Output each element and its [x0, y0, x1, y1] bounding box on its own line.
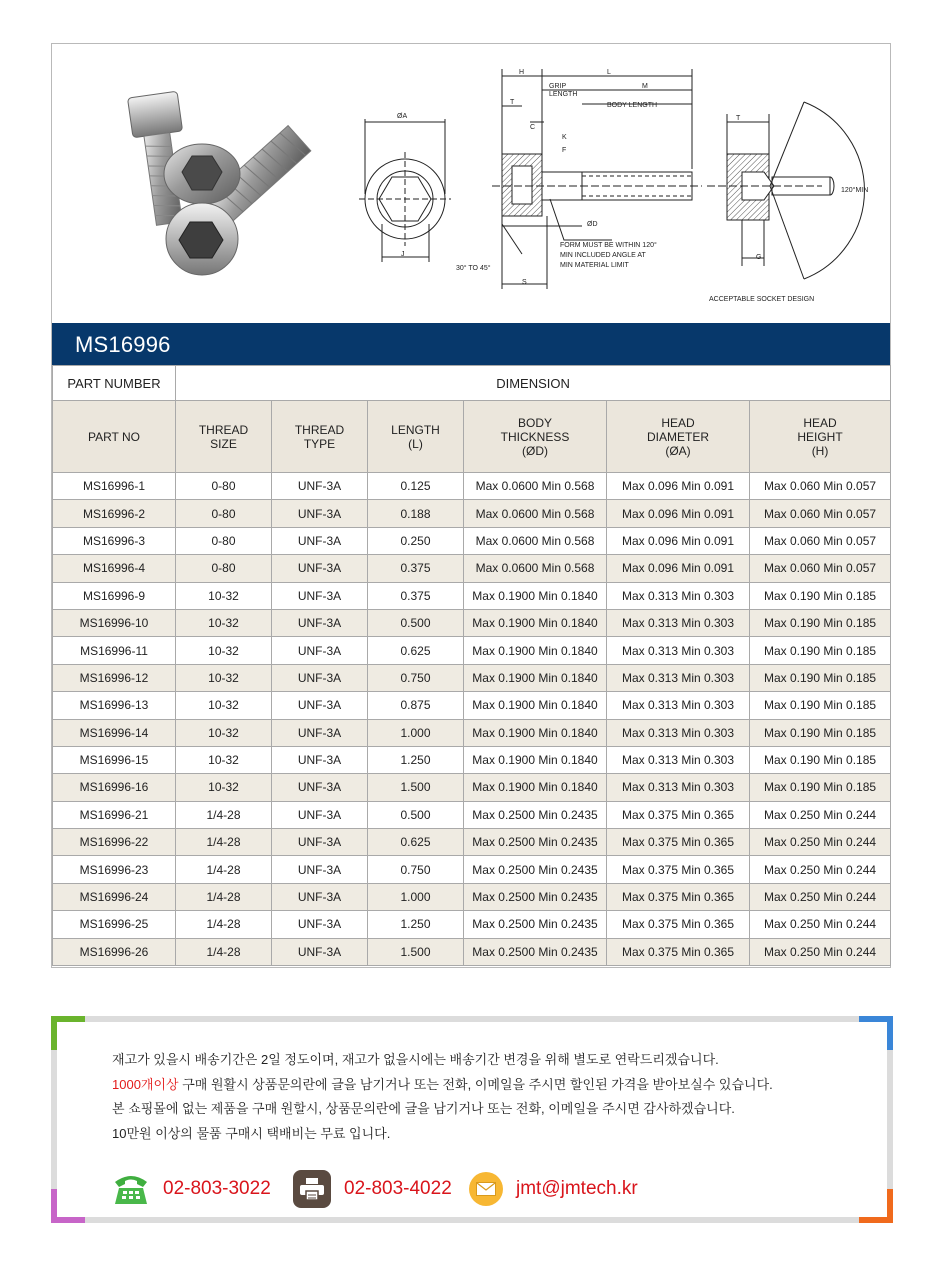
- contact-email[interactable]: [469, 1170, 638, 1208]
- table-cell: 1.000: [368, 719, 464, 746]
- column-header-line: PART NO: [87, 429, 140, 444]
- table-cell: 0-80: [176, 500, 272, 527]
- table-cell: Max 0.313 Min 0.303: [607, 637, 750, 664]
- socket-caption: ACCEPTABLE SOCKET DESIGN: [709, 296, 815, 303]
- column-header-line: (ØD): [522, 443, 548, 458]
- spec-table: [52, 365, 891, 966]
- table-cell: Max 0.375 Min 0.365: [607, 856, 750, 883]
- table-cell: Max 0.1900 Min 0.1840: [464, 582, 607, 609]
- table-cell: Max 0.250 Min 0.244: [750, 911, 891, 938]
- table-cell: Max 0.060 Min 0.057: [750, 527, 891, 554]
- table-cell: UNF-3A: [272, 555, 368, 582]
- table-cell: UNF-3A: [272, 527, 368, 554]
- table-cell: Max 0.190 Min 0.185: [750, 692, 891, 719]
- table-cell: Max 0.190 Min 0.185: [750, 719, 891, 746]
- label-length: LENGTH: [549, 91, 578, 98]
- table-cell: Max 0.1900 Min 0.1840: [464, 692, 607, 719]
- table-cell: 0.625: [368, 637, 464, 664]
- column-header: [464, 401, 607, 473]
- email-address[interactable]: jmt@jmtech.kr: [516, 1178, 638, 1199]
- label-h: H: [519, 69, 525, 76]
- table-cell: Max 0.2500 Min 0.2435: [464, 856, 607, 883]
- table-cell: UNF-3A: [272, 500, 368, 527]
- table-row: [53, 774, 891, 801]
- column-header: [607, 401, 750, 473]
- table-cell: 1.500: [368, 938, 464, 965]
- table-cell: 0-80: [176, 527, 272, 554]
- column-header-line: (ØA): [665, 443, 691, 458]
- label-g: G: [756, 254, 762, 261]
- table-cell: Max 0.1900 Min 0.1840: [464, 609, 607, 636]
- table-cell: Max 0.313 Min 0.303: [607, 664, 750, 691]
- table-cell: UNF-3A: [272, 938, 368, 965]
- table-cell: Max 0.060 Min 0.057: [750, 500, 891, 527]
- part-number-cell: MS16996-16: [53, 774, 176, 801]
- table-row: [53, 692, 891, 719]
- table-cell: UNF-3A: [272, 719, 368, 746]
- part-number-cell: MS16996-24: [53, 883, 176, 910]
- contact-fax[interactable]: [293, 1170, 452, 1208]
- column-header-line: THREAD: [294, 422, 345, 437]
- table-cell: 1/4-28: [176, 856, 272, 883]
- column-header-line: THICKNESS: [500, 429, 570, 444]
- table-cell: Max 0.096 Min 0.091: [607, 473, 750, 500]
- dimension-header: DIMENSION: [176, 366, 891, 401]
- column-header-line: HEAD: [661, 415, 695, 430]
- notice-box: [51, 1016, 893, 1223]
- part-number-cell: MS16996-4: [53, 555, 176, 582]
- table-cell: UNF-3A: [272, 829, 368, 856]
- table-row: [53, 829, 891, 856]
- table-cell: 0.375: [368, 582, 464, 609]
- column-header: [176, 401, 272, 473]
- label-c: C: [530, 124, 536, 131]
- notice-highlight: 1000개이상: [112, 1076, 179, 1092]
- column-header-line: THREAD: [198, 422, 249, 437]
- table-cell: Max 0.250 Min 0.244: [750, 829, 891, 856]
- table-body: [53, 473, 891, 966]
- technical-drawing: [52, 44, 890, 323]
- table-cell: Max 0.2500 Min 0.2435: [464, 938, 607, 965]
- table-cell: 10-32: [176, 637, 272, 664]
- table-cell: Max 0.0600 Min 0.568: [464, 473, 607, 500]
- table-cell: Max 0.375 Min 0.365: [607, 829, 750, 856]
- table-cell: Max 0.250 Min 0.244: [750, 856, 891, 883]
- table-cell: UNF-3A: [272, 911, 368, 938]
- table-cell: UNF-3A: [272, 582, 368, 609]
- table-cell: 1.250: [368, 911, 464, 938]
- head-front-view: [359, 119, 451, 262]
- page-title: MS16996: [75, 332, 171, 357]
- table-cell: Max 0.190 Min 0.185: [750, 609, 891, 636]
- part-number-cell: MS16996-26: [53, 938, 176, 965]
- table-cell: 0.250: [368, 527, 464, 554]
- column-header-line: DIAMETER: [646, 429, 709, 444]
- table-cell: 0-80: [176, 473, 272, 500]
- column-header: [368, 401, 464, 473]
- table-cell: Max 0.096 Min 0.091: [607, 500, 750, 527]
- column-header-line: TYPE: [303, 436, 336, 451]
- column-header: [750, 401, 891, 473]
- column-header-row: [53, 401, 891, 473]
- table-cell: Max 0.096 Min 0.091: [607, 555, 750, 582]
- table-cell: Max 0.313 Min 0.303: [607, 774, 750, 801]
- product-spec-panel: [51, 43, 891, 968]
- table-cell: 1.000: [368, 883, 464, 910]
- label-m: M: [642, 83, 648, 90]
- table-cell: Max 0.0600 Min 0.568: [464, 555, 607, 582]
- table-cell: Max 0.1900 Min 0.1840: [464, 637, 607, 664]
- label-s: S: [522, 279, 527, 286]
- table-cell: 10-32: [176, 746, 272, 773]
- corner-accent-orange-v: [887, 1189, 893, 1223]
- fax-number[interactable]: 02-803-4022: [344, 1178, 452, 1199]
- table-cell: UNF-3A: [272, 856, 368, 883]
- table-cell: Max 0.375 Min 0.365: [607, 801, 750, 828]
- table-cell: 1/4-28: [176, 938, 272, 965]
- part-number-cell: MS16996-13: [53, 692, 176, 719]
- table-cell: 0.875: [368, 692, 464, 719]
- part-number-cell: MS16996-14: [53, 719, 176, 746]
- table-cell: 0.125: [368, 473, 464, 500]
- notice-line-2-rest: 구매 원활시 상품문의란에 글을 남기거나 또는 전화, 이메일을 주시면 할인된 가격을 받아보실수 있습니다.: [178, 1076, 773, 1092]
- table-cell: Max 0.375 Min 0.365: [607, 883, 750, 910]
- column-header-line: LENGTH: [391, 422, 440, 437]
- table-cell: 0.500: [368, 801, 464, 828]
- table-cell: UNF-3A: [272, 883, 368, 910]
- table-cell: 1/4-28: [176, 883, 272, 910]
- label-l: L: [607, 69, 611, 76]
- part-number-cell: MS16996-11: [53, 637, 176, 664]
- table-row: [53, 527, 891, 554]
- part-number-cell: MS16996-1: [53, 473, 176, 500]
- part-number-cell: MS16996-23: [53, 856, 176, 883]
- contact-phone[interactable]: [112, 1170, 271, 1208]
- table-cell: Max 0.313 Min 0.303: [607, 719, 750, 746]
- table-cell: Max 0.250 Min 0.244: [750, 883, 891, 910]
- table-row: [53, 746, 891, 773]
- column-header-line: HEAD: [803, 415, 837, 430]
- table-cell: 1/4-28: [176, 829, 272, 856]
- table-cell: 0.500: [368, 609, 464, 636]
- table-cell: Max 0.190 Min 0.185: [750, 746, 891, 773]
- part-number-cell: MS16996-25: [53, 911, 176, 938]
- table-cell: Max 0.096 Min 0.091: [607, 527, 750, 554]
- notice-text: [112, 1048, 773, 1146]
- column-header-line: BODY: [517, 415, 552, 430]
- table-cell: 10-32: [176, 582, 272, 609]
- table-cell: UNF-3A: [272, 664, 368, 691]
- table-cell: Max 0.0600 Min 0.568: [464, 500, 607, 527]
- table-cell: 10-32: [176, 774, 272, 801]
- table-cell: Max 0.2500 Min 0.2435: [464, 911, 607, 938]
- table-cell: Max 0.313 Min 0.303: [607, 746, 750, 773]
- label-angle: 30° TO 45°: [456, 265, 491, 272]
- corner-accent-blue-v: [887, 1016, 893, 1050]
- table-row: [53, 609, 891, 636]
- phone-number[interactable]: 02-803-3022: [163, 1178, 271, 1199]
- table-cell: Max 0.375 Min 0.365: [607, 938, 750, 965]
- table-row: [53, 664, 891, 691]
- part-number-cell: MS16996-10: [53, 609, 176, 636]
- table-row: [53, 719, 891, 746]
- column-header: [53, 401, 176, 473]
- table-cell: UNF-3A: [272, 692, 368, 719]
- part-number-cell: MS16996-22: [53, 829, 176, 856]
- table-cell: Max 0.375 Min 0.365: [607, 911, 750, 938]
- column-header-line: (H): [811, 443, 829, 458]
- table-cell: UNF-3A: [272, 609, 368, 636]
- table-cell: 10-32: [176, 664, 272, 691]
- table-cell: Max 0.250 Min 0.244: [750, 801, 891, 828]
- label-j: J: [401, 251, 405, 258]
- label-f: F: [562, 147, 567, 154]
- table-row: [53, 856, 891, 883]
- table-cell: Max 0.060 Min 0.057: [750, 473, 891, 500]
- email-icon: [469, 1172, 503, 1206]
- label-120-min: 120°MIN: [841, 187, 869, 194]
- product-figure: [52, 44, 890, 323]
- column-header-line: SIZE: [210, 436, 237, 451]
- table-cell: Max 0.190 Min 0.185: [750, 637, 891, 664]
- table-cell: UNF-3A: [272, 746, 368, 773]
- table-row: [53, 801, 891, 828]
- part-number-cell: MS16996-12: [53, 664, 176, 691]
- label-form-note-1: FORM MUST BE WITHIN 120°: [560, 242, 657, 249]
- table-cell: Max 0.313 Min 0.303: [607, 692, 750, 719]
- table-cell: Max 0.1900 Min 0.1840: [464, 774, 607, 801]
- table-cell: Max 0.0600 Min 0.568: [464, 527, 607, 554]
- table-cell: Max 0.190 Min 0.185: [750, 774, 891, 801]
- corner-accent-purple-v: [51, 1189, 57, 1223]
- part-number-cell: MS16996-15: [53, 746, 176, 773]
- table-cell: 0.750: [368, 664, 464, 691]
- part-number-header: PART NUMBER: [53, 366, 176, 401]
- label-form-note-2: MIN INCLUDED ANGLE AT: [560, 252, 646, 259]
- label-body-length: BODY LENGTH: [607, 102, 658, 109]
- notice-line-2: [112, 1073, 773, 1098]
- column-header: [272, 401, 368, 473]
- table-cell: 1.250: [368, 746, 464, 773]
- table-cell: 10-32: [176, 609, 272, 636]
- table-cell: 10-32: [176, 692, 272, 719]
- column-header-line: HEIGHT: [797, 429, 843, 444]
- table-cell: Max 0.313 Min 0.303: [607, 582, 750, 609]
- table-cell: 0-80: [176, 555, 272, 582]
- table-cell: Max 0.060 Min 0.057: [750, 555, 891, 582]
- table-cell: Max 0.1900 Min 0.1840: [464, 664, 607, 691]
- table-cell: Max 0.2500 Min 0.2435: [464, 801, 607, 828]
- table-row: [53, 938, 891, 965]
- notice-line-4: 10만원 이상의 물품 구매시 택배비는 무료 입니다.: [112, 1125, 391, 1141]
- bolt-photo: [128, 91, 311, 275]
- table-row: [53, 582, 891, 609]
- table-cell: Max 0.2500 Min 0.2435: [464, 829, 607, 856]
- label-k: K: [562, 134, 567, 141]
- table-cell: Max 0.190 Min 0.185: [750, 582, 891, 609]
- table-cell: Max 0.313 Min 0.303: [607, 609, 750, 636]
- table-cell: 1/4-28: [176, 911, 272, 938]
- title-bar: [52, 323, 890, 365]
- table-cell: Max 0.1900 Min 0.1840: [464, 746, 607, 773]
- table-cell: 0.625: [368, 829, 464, 856]
- label-t: T: [510, 99, 515, 106]
- part-number-cell: MS16996-21: [53, 801, 176, 828]
- table-row: [53, 500, 891, 527]
- table-cell: Max 0.250 Min 0.244: [750, 938, 891, 965]
- table-cell: 0.375: [368, 555, 464, 582]
- fax-icon: [293, 1170, 331, 1208]
- table-cell: UNF-3A: [272, 473, 368, 500]
- label-t-socket: T: [736, 115, 741, 122]
- table-row: [53, 473, 891, 500]
- table-cell: 10-32: [176, 719, 272, 746]
- table-cell: UNF-3A: [272, 637, 368, 664]
- table-cell: 0.750: [368, 856, 464, 883]
- table-cell: Max 0.2500 Min 0.2435: [464, 883, 607, 910]
- label-dia-d: ØD: [587, 221, 598, 228]
- part-number-cell: MS16996-2: [53, 500, 176, 527]
- part-number-cell: MS16996-9: [53, 582, 176, 609]
- table-cell: 1/4-28: [176, 801, 272, 828]
- column-header-line: (L): [408, 436, 423, 451]
- table-cell: UNF-3A: [272, 774, 368, 801]
- table-row: [53, 637, 891, 664]
- notice-line-1: 재고가 있을시 배송기간은 2일 정도이며, 재고가 없을시에는 배송기간 변경을 위해 별도로 연락드리겠습니다.: [112, 1052, 719, 1067]
- part-number-cell: MS16996-3: [53, 527, 176, 554]
- table-cell: Max 0.190 Min 0.185: [750, 664, 891, 691]
- table-cell: 0.188: [368, 500, 464, 527]
- table-cell: UNF-3A: [272, 801, 368, 828]
- notice-line-3: 본 쇼핑몰에 없는 제품을 구매 원할시, 상품문의란에 글을 남기거나 또는 전화, 이메일을 주시면 감사하겠습니다.: [112, 1101, 735, 1116]
- corner-accent-green-v: [51, 1016, 57, 1050]
- table-row: [53, 883, 891, 910]
- phone-icon: [112, 1170, 150, 1208]
- table-cell: Max 0.1900 Min 0.1840: [464, 719, 607, 746]
- label-grip: GRIP: [549, 83, 567, 90]
- label-dia-a: ØA: [397, 113, 408, 120]
- table-cell: 1.500: [368, 774, 464, 801]
- table-row: [53, 911, 891, 938]
- table-row: [53, 555, 891, 582]
- label-form-note-3: MIN MATERIAL LIMIT: [560, 262, 629, 269]
